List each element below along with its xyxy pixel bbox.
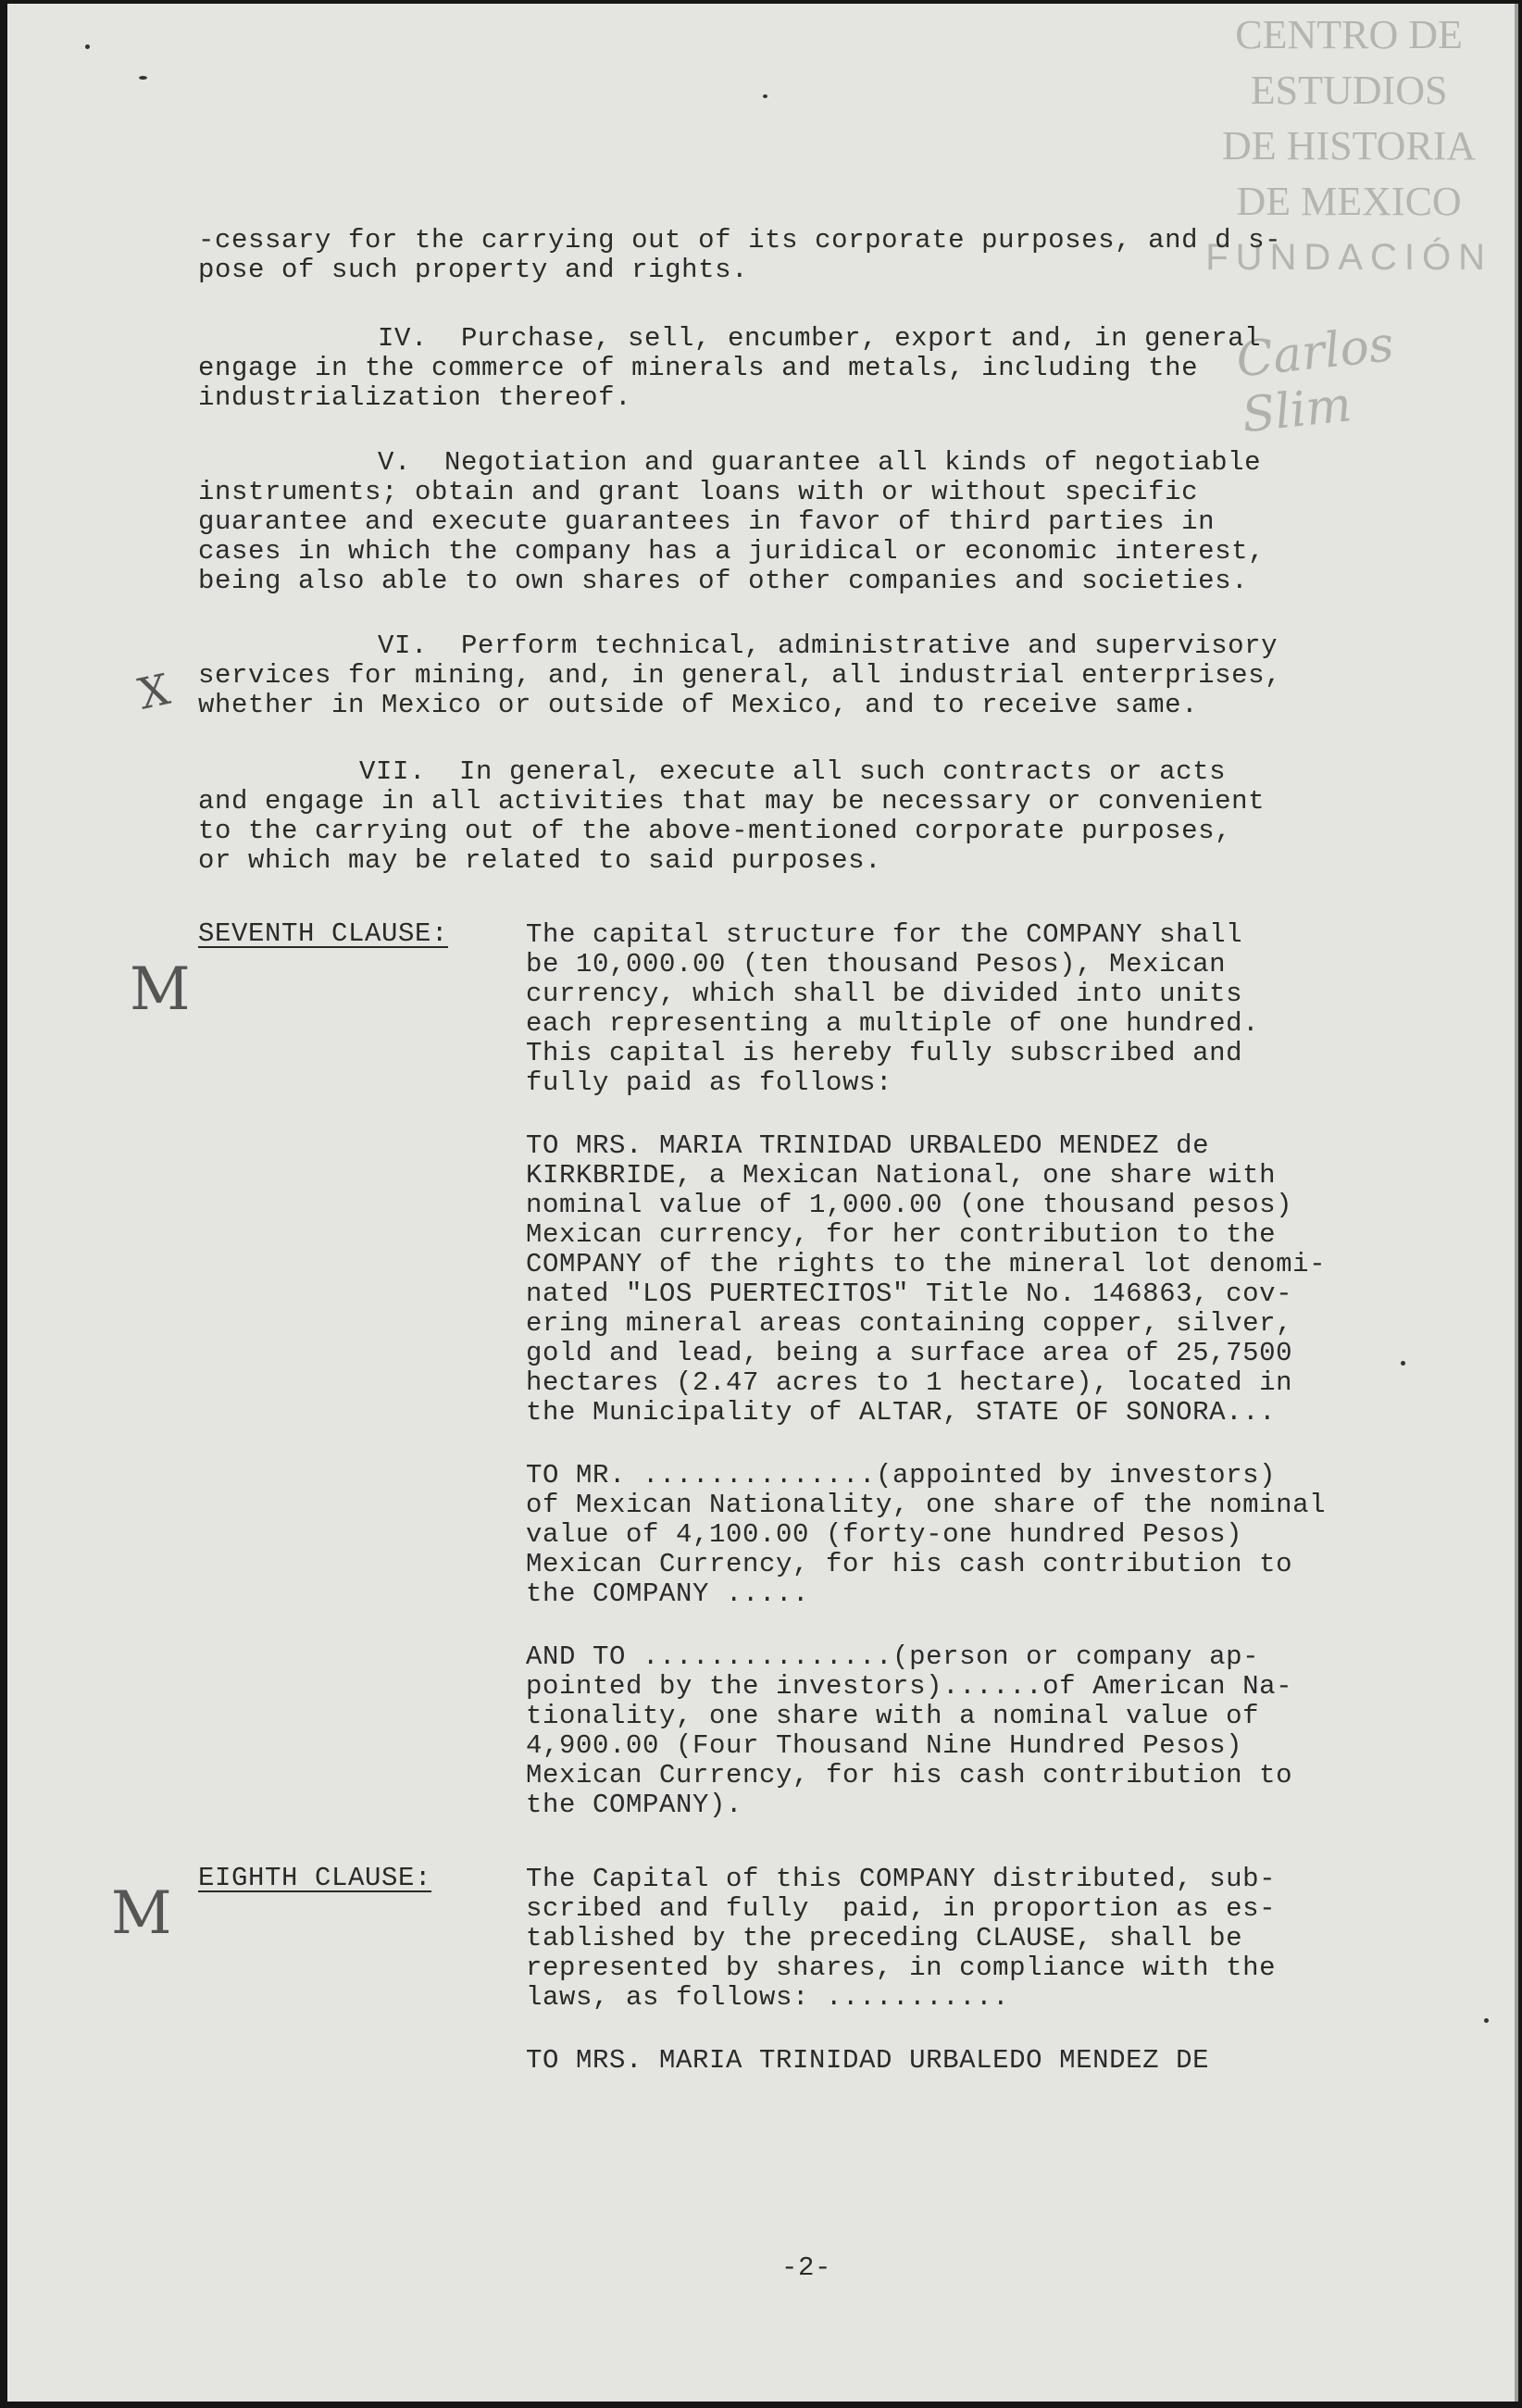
document-page (7, 4, 1518, 2402)
paragraph-vi-line: VI. Perform technical, administrative and supervisory (378, 630, 1279, 661)
eighth-clause-line: represented by shares, in compliance with the (526, 1953, 1277, 1983)
paragraph-vi-line: whether in Mexico or outside of Mexico, and to receive same. (198, 690, 1199, 720)
watermark-signature: Carlos Slim (1233, 317, 1397, 444)
seventh-clause-line: fully paid as follows: (526, 1067, 893, 1098)
scan-speck (1484, 2018, 1489, 2023)
paragraph-vii-line: or which may be related to said purposes. (198, 845, 882, 876)
watermark-line: DE MEXICO (1236, 179, 1462, 224)
body-line: pose of such property and rights. (198, 255, 749, 285)
paragraph-v-line: instruments; obtain and grant loans with or without specific (198, 477, 1199, 507)
kirkbride-line: nominal value of 1,000.00 (one thousand pesos) (526, 1190, 1293, 1220)
and-to-line: the COMPANY). (526, 1790, 743, 1820)
paragraph-vii-line: and engage in all activities that may be necessary or convenient (198, 786, 1266, 817)
eighth-clause-heading: EIGHTH CLAUSE: (198, 1863, 432, 1893)
paragraph-v-line: cases in which the company has a juridical or economic interest, (198, 536, 1266, 567)
page-number: -2- (781, 2252, 832, 2283)
margin-x-mark: X (133, 664, 175, 719)
paragraph-iv-line: industrialization thereof. (198, 382, 632, 413)
and-to-line: AND TO ...............(person or company ap- (526, 1641, 1260, 1672)
paragraph-v-line: guarantee and execute guarantees in favor of third parties in (198, 506, 1216, 537)
paragraph-v-line: being also able to own shares of other companies and societies. (198, 566, 1249, 596)
body-line: -cessary for the carrying out of its corporate purposes, and d s- (198, 225, 1282, 256)
kirkbride-line: Mexican currency, for her contribution to the (526, 1219, 1277, 1250)
and-to-line: Mexican Currency, for his cash contribution to (526, 1760, 1293, 1790)
margin-m-mark: M (111, 1879, 172, 1948)
scan-speck (139, 76, 147, 80)
mr-investor-line: TO MR. ..............(appointed by investors) (526, 1460, 1277, 1491)
margin-m-mark: M (130, 955, 191, 1024)
seventh-clause-line: be 10,000.00 (ten thousand Pesos), Mexican (526, 949, 1227, 979)
seventh-clause-heading: SEVENTH CLAUSE: (198, 918, 449, 949)
seventh-clause-line: each representing a multiple of one hundred. (526, 1008, 1260, 1039)
paragraph-vii-line: VII. In general, execute all such contracts or acts (359, 756, 1227, 787)
mr-investor-line: value of 4,100.00 (forty-one hundred Pesos) (526, 1519, 1243, 1550)
seventh-clause-line: This capital is hereby fully subscribed and (526, 1038, 1243, 1068)
watermark-line: ESTUDIOS (1250, 68, 1448, 113)
paragraph-iv-line: IV. Purchase, sell, encumber, export and, in general (378, 323, 1262, 354)
eighth-clause-line: The Capital of this COMPANY distributed, sub- (526, 1864, 1277, 1894)
paragraph-vii-line: to the carrying out of the above-mentioned corporate purposes, (198, 816, 1232, 846)
scan-speck (1401, 1361, 1405, 1366)
kirkbride-line: the Municipality of ALTAR, STATE OF SONORA... (526, 1397, 1277, 1428)
eighth-clause-line: tablished by the preceding CLAUSE, shall be (526, 1923, 1243, 1953)
seventh-clause-line: currency, which shall be divided into units (526, 979, 1243, 1009)
scan-speck (763, 94, 767, 98)
paragraph-vi-line: services for mining, and, in general, all industrial enterprises, (198, 660, 1282, 691)
kirkbride-line: gold and lead, being a surface area of 25,7500 (526, 1338, 1293, 1368)
eighth-clause-last-line: TO MRS. MARIA TRINIDAD URBALEDO MENDEZ DE (526, 2045, 1210, 2076)
kirkbride-line: KIRKBRIDE, a Mexican National, one share with (526, 1160, 1277, 1191)
mr-investor-line: of Mexican Nationality, one share of the nominal (526, 1490, 1327, 1520)
kirkbride-line: ering mineral areas containing copper, silver, (526, 1308, 1293, 1339)
paragraph-iv-line: engage in the commerce of minerals and metals, including the (198, 353, 1199, 383)
mr-investor-line: Mexican Currency, for his cash contribution to (526, 1549, 1293, 1579)
mr-investor-line: the COMPANY ..... (526, 1578, 810, 1609)
kirkbride-line: TO MRS. MARIA TRINIDAD URBALEDO MENDEZ de (526, 1130, 1210, 1161)
eighth-clause-line: scribed and fully paid, in proportion as es- (526, 1893, 1277, 1924)
seventh-clause-line: The capital structure for the COMPANY shall (526, 919, 1243, 950)
watermark-line: CENTRO DE (1235, 12, 1463, 57)
kirkbride-line: COMPANY of the rights to the mineral lot denomi- (526, 1249, 1327, 1279)
scan-speck (85, 44, 90, 49)
and-to-line: 4,900.00 (Four Thousand Nine Hundred Pesos) (526, 1730, 1243, 1761)
eighth-clause-line: laws, as follows: ........... (526, 1982, 1010, 2013)
kirkbride-line: hectares (2.47 acres to 1 hectare), located in (526, 1367, 1293, 1398)
kirkbride-line: nated "LOS PUERTECITOS" Title No. 146863, cov- (526, 1279, 1293, 1309)
watermark-line: DE HISTORIA (1222, 123, 1477, 168)
paragraph-v-line: V. Negotiation and guarantee all kinds of negotiable (378, 447, 1262, 478)
and-to-line: pointed by the investors)......of American Na- (526, 1671, 1293, 1702)
watermark-line: FUNDACIÓN (1205, 237, 1492, 278)
and-to-line: tionality, one share with a nominal value of (526, 1701, 1260, 1731)
